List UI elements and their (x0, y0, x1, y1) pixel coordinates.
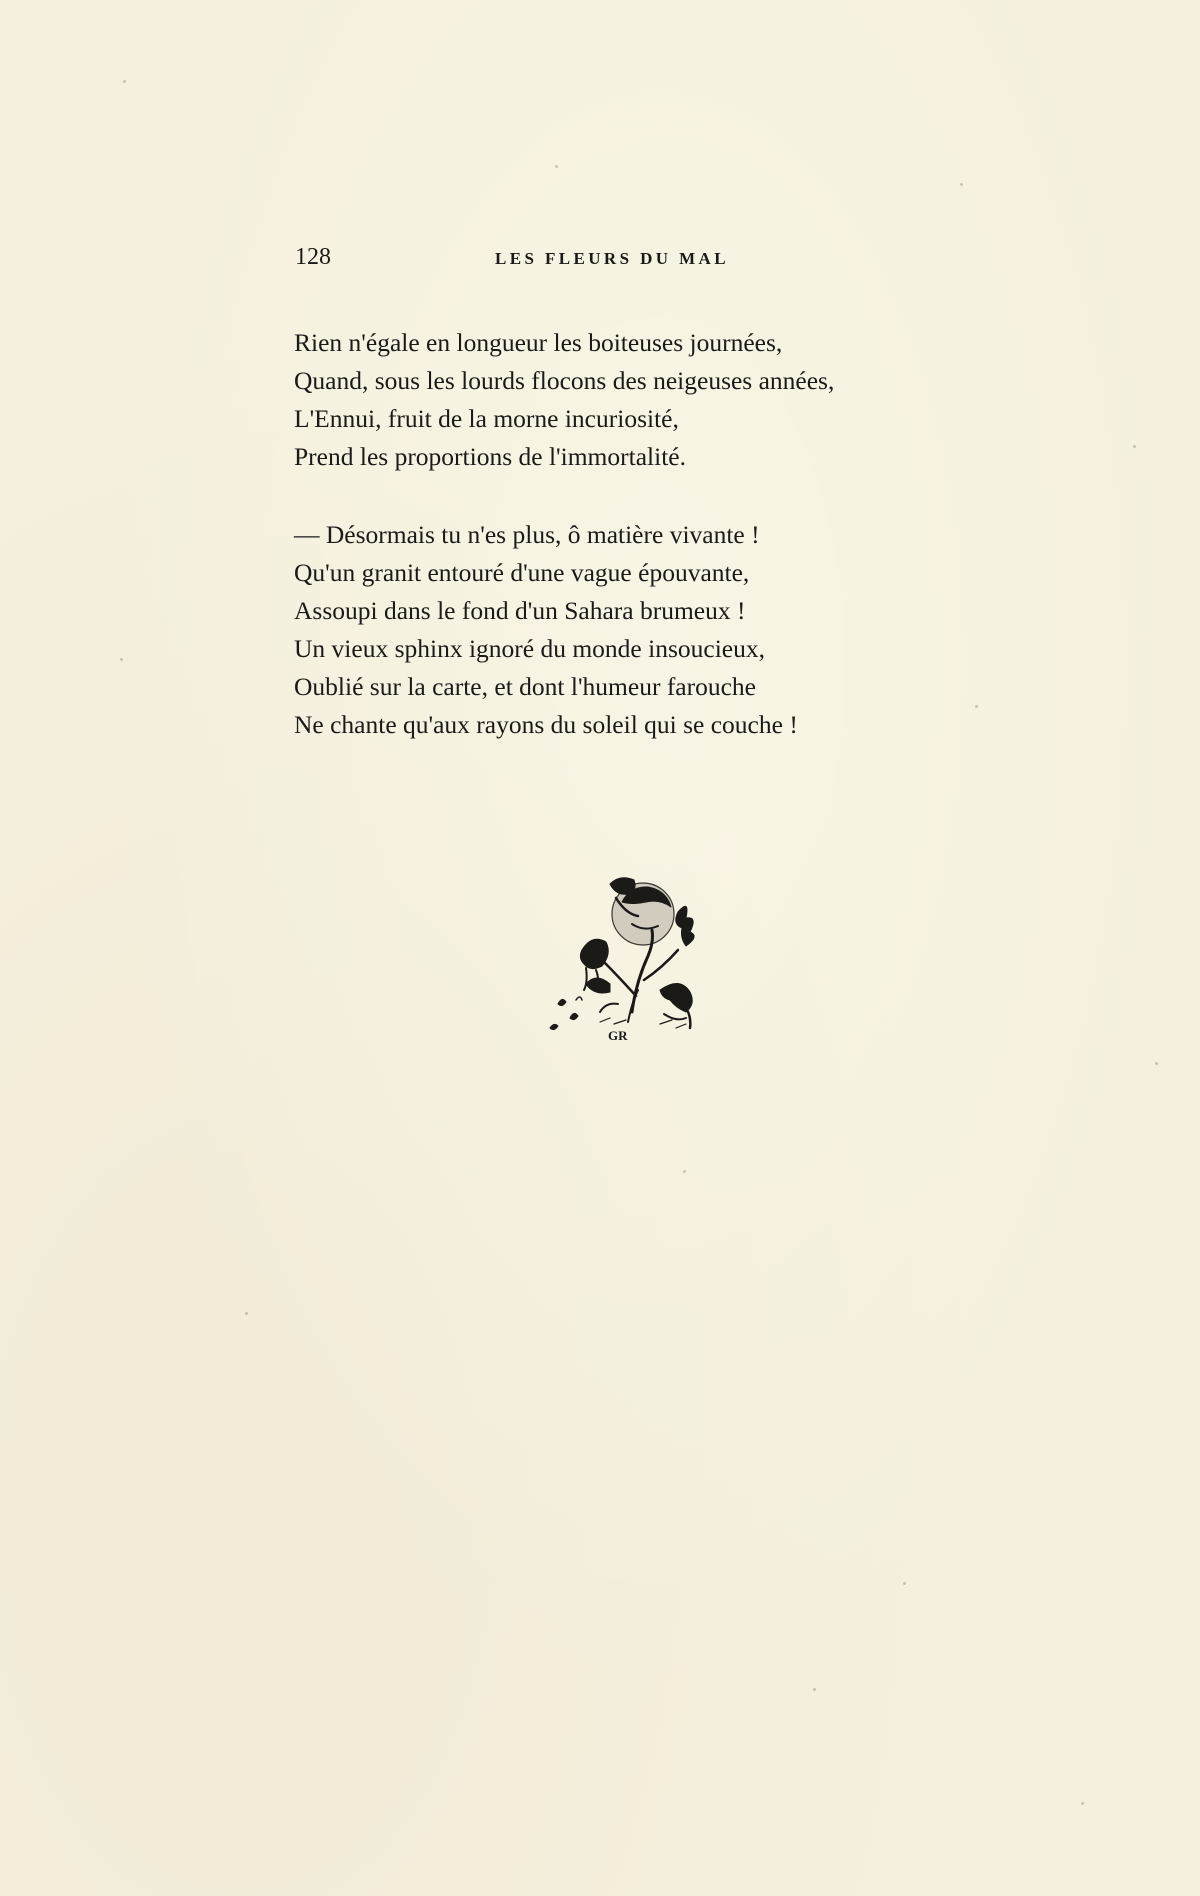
paper-speck (683, 1170, 686, 1173)
verse-line: L'Ennui, fruit de la morne incuriosité, (294, 404, 679, 433)
verse-line: Assoupi dans le fond d'un Sahara brumeux ! (294, 596, 746, 625)
monogram: GR (608, 1028, 628, 1043)
verse-line: — Désormais tu n'es plus, ô matière vivante ! (294, 520, 760, 549)
running-head (295, 244, 785, 276)
page-number: 128 (295, 244, 331, 270)
paper-speck (960, 183, 963, 186)
verse-line: Qu'un granit entouré d'une vague épouvante, (294, 558, 750, 587)
book-title: LES FLEURS DU MAL (495, 249, 729, 268)
stanza (294, 516, 994, 744)
verse-line: Rien n'égale en longueur les boiteuses journées, (294, 328, 783, 357)
paper-speck (123, 80, 126, 83)
paper-speck (555, 165, 558, 168)
verse-line: Un vieux sphinx ignoré du monde insoucieux, (294, 634, 765, 663)
paper-speck (903, 1582, 906, 1585)
paper-speck (1133, 445, 1136, 448)
wilted-flower-icon (540, 872, 730, 1052)
paper-speck (245, 1312, 248, 1315)
verse-line: Ne chante qu'aux rayons du soleil qui se couche ! (294, 710, 798, 739)
poem-text (294, 324, 994, 784)
paper-speck (1081, 1802, 1084, 1805)
paper-speck (1155, 1062, 1158, 1065)
verse-line: Oublié sur la carte, et dont l'humeur farouche (294, 672, 757, 701)
paper-speck (813, 1688, 816, 1691)
paper-speck (120, 658, 123, 661)
verse-line: Quand, sous les lourds flocons des neigeuses années, (294, 366, 835, 395)
verse-line: Prend les proportions de l'immortalité. (294, 442, 686, 471)
stanza (294, 324, 994, 476)
